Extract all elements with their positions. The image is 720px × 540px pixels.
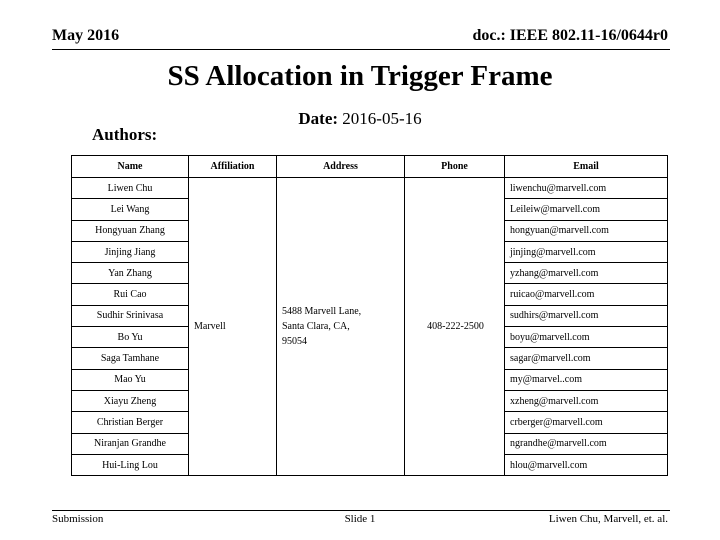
address-line: Santa Clara, CA,: [282, 321, 350, 333]
author-name: Liwen Chu: [72, 178, 189, 199]
author-email: sagar@marvell.com: [505, 348, 668, 369]
author-email: ngrandhe@marvell.com: [505, 433, 668, 454]
footer-rule: [52, 510, 670, 511]
author-email: my@marvel..com: [505, 369, 668, 390]
author-email: crberger@marvell.com: [505, 412, 668, 433]
phone-cell: 408-222-2500: [405, 178, 505, 476]
footer-submission: Submission: [52, 513, 104, 525]
column-header-phone: Phone: [405, 156, 505, 178]
date-label: Date:: [298, 109, 339, 128]
footer-slide-number: Slide 1: [344, 513, 376, 525]
author-email: sudhirs@marvell.com: [505, 305, 668, 326]
author-name: Jinjing Jiang: [72, 241, 189, 262]
table-header-row: [72, 156, 668, 178]
column-header-email: Email: [505, 156, 668, 178]
author-email: hlou@marvell.com: [505, 454, 668, 475]
column-header-name: Name: [72, 156, 189, 178]
table-body: [72, 178, 668, 476]
author-name: Saga Tamhane: [72, 348, 189, 369]
authors-table: [71, 155, 668, 476]
author-name: Niranjan Grandhe: [72, 433, 189, 454]
footer-authors: Liwen Chu, Marvell, et. al.: [548, 513, 668, 525]
author-name: Xiayu Zheng: [72, 390, 189, 411]
author-name: Rui Cao: [72, 284, 189, 305]
authors-heading: Authors:: [92, 125, 158, 144]
author-name: Christian Berger: [72, 412, 189, 433]
address-line: 95054: [282, 336, 307, 348]
table-row: [72, 178, 668, 199]
author-email: xzheng@marvell.com: [505, 390, 668, 411]
author-name: Lei Wang: [72, 199, 189, 220]
author-email: jinjing@marvell.com: [505, 241, 668, 262]
header-rule: [52, 49, 670, 50]
author-email: Leileiw@marvell.com: [505, 199, 668, 220]
author-email: hongyuan@marvell.com: [505, 220, 668, 241]
author-name: Bo Yu: [72, 327, 189, 348]
author-name: Mao Yu: [72, 369, 189, 390]
author-email: ruicao@marvell.com: [505, 284, 668, 305]
address-line: 5488 Marvell Lane,: [282, 306, 362, 318]
author-name: Hongyuan Zhang: [72, 220, 189, 241]
header-date: May 2016: [52, 27, 120, 44]
date-value: 2016-05-16: [342, 109, 422, 128]
column-header-address: Address: [277, 156, 405, 178]
header-doc-id: doc.: IEEE 802.11-16/0644r0: [472, 27, 668, 44]
slide-title: SS Allocation in Trigger Frame: [167, 60, 553, 92]
author-name: Yan Zhang: [72, 263, 189, 284]
address-cell: [277, 178, 405, 476]
author-email: liwenchu@marvell.com: [505, 178, 668, 199]
column-header-affiliation: Affiliation: [189, 156, 277, 178]
author-email: yzhang@marvell.com: [505, 263, 668, 284]
author-name: Hui-Ling Lou: [72, 454, 189, 475]
author-email: boyu@marvell.com: [505, 327, 668, 348]
affiliation-cell: Marvell: [189, 178, 277, 476]
author-name: Sudhir Srinivasa: [72, 305, 189, 326]
